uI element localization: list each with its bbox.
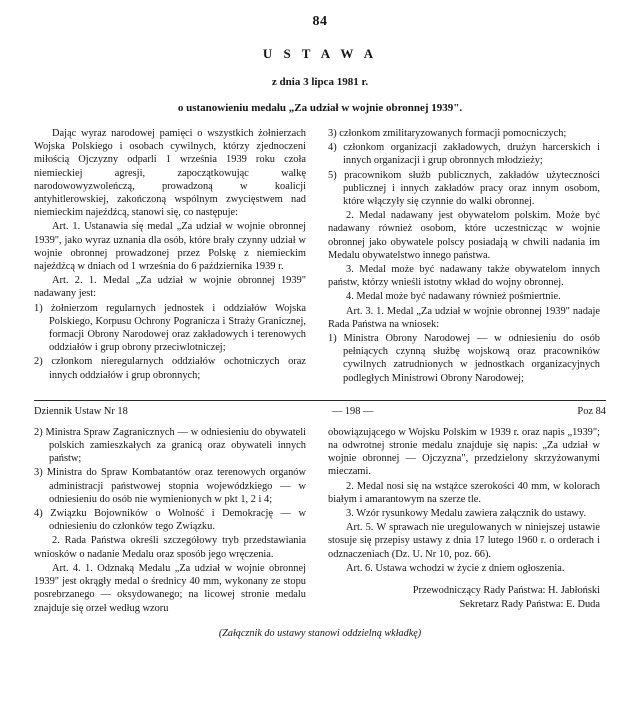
document-date: z dnia 3 lipca 1981 r.: [271, 76, 369, 88]
paragraph: 3. Wzór rysunkowy Medalu zawiera załącznik do ustawy.: [346, 508, 587, 520]
paragraph: Art. 3. 1. Medal „Za udział w wojnie obronnej 1939" nadaje Rada Państwa na wniosek:: [328, 305, 600, 330]
list-item: 3) członkom zmilitaryzowanych formacji pomocniczych;: [328, 128, 567, 139]
top-left-column: [34, 127, 306, 383]
paragraph: Art. 1. Ustanawia się medal „Za udział w wojnie obronnej 1939", jako wyraz uznania dla osób, które brały czynny udział w wojnie obronnej prowadzonej przez Polskę z niemieckim najeźdźcą w dniach od 1 września do 6 października 1939 r.: [34, 221, 306, 273]
document-subject: o ustanowieniu medalu „Za udział w wojnie obronnej 1939".: [177, 102, 463, 114]
running-head-right: Poz 84: [577, 405, 606, 417]
running-head-middle: — 198 —: [331, 405, 374, 417]
list-item: 3) Ministra do Spraw Kombatantów oraz terenowych organów administracji państwowej stopnia wojewódzkiego — w odniesieniu do osób nie wymienionych w pkt 1, 2 i 4;: [34, 467, 306, 505]
paragraph: 4. Medal może być nadawany również pośmiertnie.: [346, 291, 561, 303]
list-item: 5) pracownikom służb publicznych, zakładów użyteczności publicznej i innych zakładów pracy oraz innym osobom, które włączyły się czynnie do walki obronnej.: [328, 169, 600, 208]
list-item: 2) członkom nieregularnych oddziałów ochotniczych oraz innych oddziałów i grup obronnych;: [34, 356, 306, 381]
bottom-left-column: [34, 426, 306, 616]
list-item: 1) Ministra Obrony Narodowej — w odniesieniu do osób pełniących czynną służbę wojskową oraz pracowników cywilnych zatrudnionych w jednostkach organizacyjnych podległych Ministrowi Obrony Narodowej;: [328, 333, 600, 384]
bottom-right-column: [328, 426, 600, 611]
signature-line: Sekretarz Rady Państwa: E. Duda: [459, 598, 600, 610]
paragraph: Art. 5. W sprawach nie uregulowanych w niniejszej ustawie stosuje się przepisy ustawy z dnia 17 lutego 1960 r. o orderach i odznaczeniach (Dz. U. Nr 10, poz. 66).: [328, 522, 600, 560]
paragraph: 3. Medal może być nadawany także obywatelom innych państw, którzy wnieśli istotny wkład do wojny obronnej.: [328, 264, 600, 289]
list-item: 1) żołnierzom regularnych jednostek i oddziałów Wojska Polskiego, Korpusu Ochrony Pogranicza i Straży Granicznej, formacji Obrony Narodowej oraz zakładowych i terenowych oddziałów i grup obrony przeciwlotniczej;: [34, 302, 306, 354]
running-head-left: Dziennik Ustaw Nr 18: [34, 405, 128, 417]
footnote: (Załącznik do ustawy stanowi oddzielną wkładkę): [218, 627, 422, 639]
paragraph: Art. 4. 1. Odznaką Medalu „Za udział w wojnie obronnej 1939" jest okrągły medal o średnicy 40 mm, wykonany ze stopu posrebrzanego — oksydowanego; na licowej stronie medalu znajduje się orzeł według wzoru: [34, 562, 306, 614]
signature-block: [328, 584, 600, 611]
page-number: 84: [312, 14, 328, 29]
list-item: 2) Ministra Spraw Zagranicznych — w odniesieniu do obywateli polskich zamieszkałych za granicą oraz obywateli innych państw;: [34, 426, 306, 465]
paragraph: Art. 6. Ustawa wchodzi w życie z dniem ogłoszenia.: [346, 562, 565, 574]
running-head: [34, 400, 606, 417]
paragraph: Dając wyraz narodowej pamięci o wszystkich żołnierzach Wojska Polskiego i osobach cywilnych, którzy zjednoczeni miłością Ojczyzny odparli 1 września 1939 roku czoła niemieckiej agresji, zapoczątkowując walkę narodowowyzwoleńczą, prowadzoną w koalicji antyhitlerowskiej, zakończoną wspólnym zwycięstwem nad niemieckim najeźdźcą, stanowi się, co następuje:: [34, 128, 306, 219]
bottom-columns: [34, 426, 606, 616]
paragraph: obowiązującego w Wojsku Polskim w 1939 r. oraz napis „1939"; na odwrotnej stronie medalu znajduje się napis: „Za udział w wojnie obronnej — Ojczyzna", przedzielony skrzyżowanymi mieczami.: [328, 426, 600, 478]
signature-line: Przewodniczący Rady Państwa: H. Jabłoński: [412, 585, 600, 597]
paragraph: 2. Rada Państwa określi szczegółowy tryb przedstawiania wniosków o nadanie Medalu oraz sposób jego wręczenia.: [34, 535, 306, 560]
list-item: 4) członkom organizacji zakładowych, drużyn harcerskich i innych organizacji i grup obronnych młodzieży;: [328, 142, 600, 167]
paragraph: 2. Medal nosi się na wstążce szerokości 40 mm, w kolorach białym i amarantowym na szerze tle.: [328, 480, 600, 505]
list-item: 4) Związku Bojowników o Wolność i Demokrację — w odniesieniu do członków tego Związku.: [34, 508, 306, 533]
top-columns: [34, 127, 606, 386]
document-title: U S T A W A: [262, 46, 378, 61]
paragraph: Art. 2. 1. Medal „Za udział w wojnie obronnej 1939" nadawany jest:: [34, 275, 306, 300]
top-right-column: [328, 127, 600, 386]
paragraph: 2. Medal nadawany jest obywatelom polskim. Może być nadawany również osobom, które uczestnicząc w wojnie obronnej jako obywatele polscy posiadają w chwili nadania im Medalu obywatelstwo innego państwa.: [328, 210, 600, 261]
